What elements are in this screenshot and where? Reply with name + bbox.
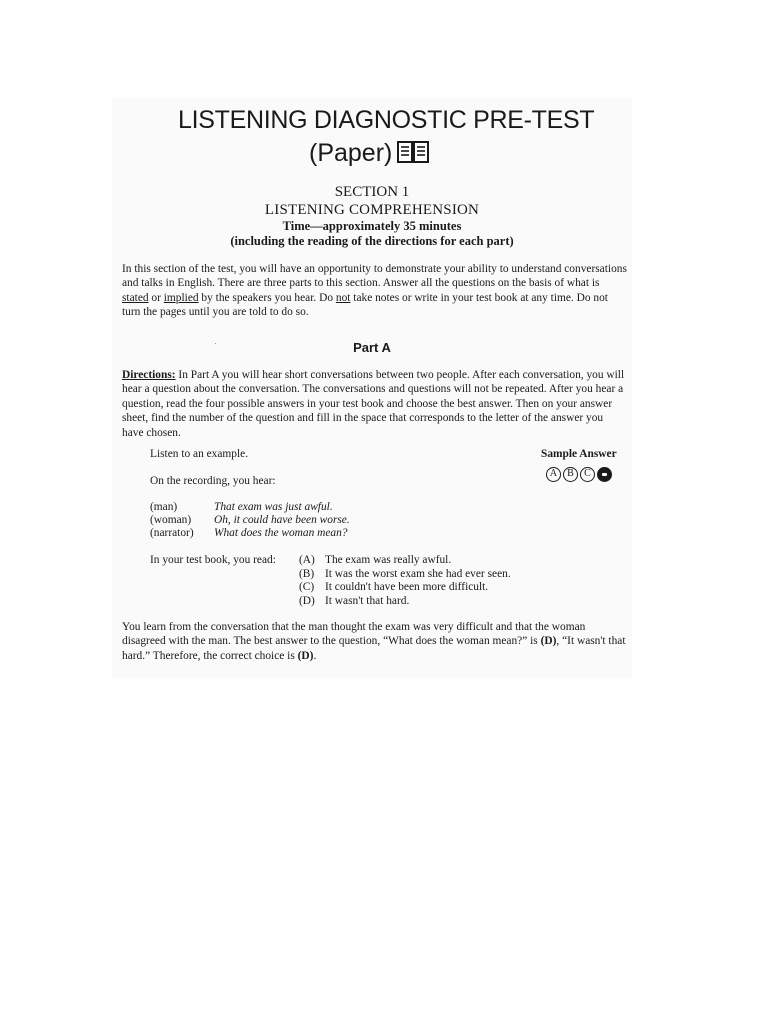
example-intro: Listen to an example. [150,448,249,460]
bubble-a: A [546,467,561,482]
bubble-d-filled [597,467,612,482]
speaker-woman: (woman) [150,514,192,526]
option-b-letter: (B) [299,568,315,580]
open-book-icon [397,140,429,164]
option-b-text: It was the worst exam she had ever seen. [325,568,511,580]
directions-label: Directions: [122,369,176,381]
section-number: SECTION 1 [334,184,410,200]
underlined-not: not [335,291,351,304]
section-time: Time—approximately 35 minutes [282,219,462,233]
option-a-text: The exam was really awful. [325,554,452,566]
bubble-c: C [580,467,595,482]
recording-intro: On the recording, you hear: [150,475,276,487]
intro-paragraph: In this section of the test, you will have an opportunity to demonstrate your ability to understand conversations and talks in English. There are three parts to this section. Answer all the questions on the basis of what is stated or implied by the speakers you hear. Do not take notes or write in your test book at any time. Do not turn the pages until you are told to do so. [122,263,627,319]
section-time-note: (including the reading of the directions for each part) [230,234,514,248]
option-d-letter: (D) [299,595,315,607]
line-narrator: What does the woman mean? [214,527,348,539]
test-book-intro: In your test book, you read: [150,554,276,566]
underlined-implied: implied [163,291,199,304]
speaker-narrator: (narrator) [150,527,194,539]
page-subtitle: (Paper) [309,139,393,167]
section-name: LISTENING COMPREHENSION [264,202,480,218]
underlined-stated: stated [122,291,149,304]
speaker-man: (man) [150,501,178,513]
option-a-letter: (A) [299,554,315,566]
directions-paragraph: Directions: In Part A you will hear short conversations between two people. After each conversation, you will hear a question about the conversation. The conversations and questions will not be repeated. After you hear a question, read the four possible answers in your test book and choose the best answer. Then on your answer sheet, find the number of the question and fill in the space that corresponds to the letter of the answer you have chosen. [122,369,625,439]
explanation-paragraph: You learn from the conversation that the man thought the exam was very difficult and that the woman disagreed with the man. The best answer to the question, “What does the woman mean?” is (D), “It wasn't that hard.” Therefore, the correct choice is (D). [122,621,626,662]
part-a-heading: Part A [353,340,391,355]
page-title: LISTENING DIAGNOSTIC PRE-TEST [178,106,595,134]
answer-bubbles [546,467,612,482]
sample-answer-label: Sample Answer [541,448,617,460]
line-woman: Oh, it could have been worse. [214,514,350,526]
option-d-text: It wasn't that hard. [325,595,410,607]
line-man: That exam was just awful. [214,501,333,513]
option-c-text: It couldn't have been more difficult. [325,581,489,593]
bubble-b: B [563,467,578,482]
option-c-letter: (C) [299,581,315,593]
